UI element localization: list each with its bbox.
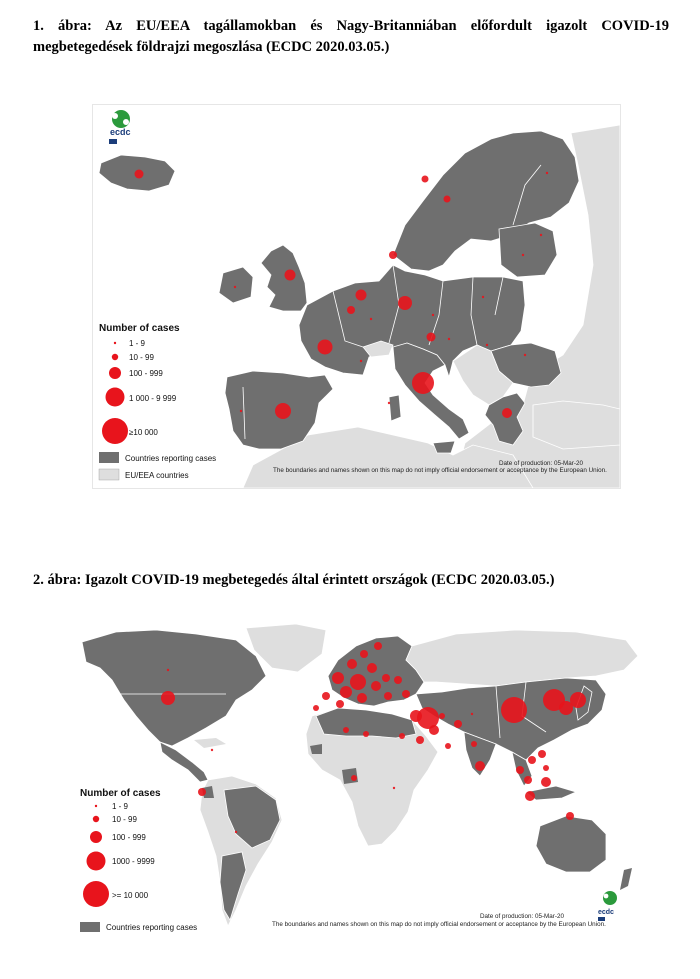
production-date: Date of production: 05-Mar-20	[480, 913, 565, 920]
case-bubble	[285, 270, 296, 281]
case-bubble	[454, 720, 462, 728]
legend-bin-2: 10 - 99	[129, 353, 154, 362]
case-bubble	[501, 697, 527, 723]
case-bubble	[525, 791, 535, 801]
case-bubble	[322, 692, 330, 700]
sicily	[433, 441, 455, 453]
world-map	[76, 620, 643, 940]
legend-bin-1: 1 - 9	[112, 802, 129, 811]
case-bubble	[363, 731, 369, 737]
case-bubble	[399, 733, 405, 739]
legend-bin-3: 100 - 999	[112, 833, 146, 842]
case-bubble	[340, 686, 352, 698]
case-bubble	[167, 669, 169, 671]
case-bubble	[235, 831, 237, 833]
case-bubble	[370, 318, 372, 320]
case-bubble	[524, 354, 526, 356]
case-bubble	[516, 766, 524, 774]
figure2-caption: 2. ábra: Igazolt COVID-19 megbetegedés által érintett országok (ECDC 2020.03.05.)	[33, 572, 555, 588]
world-map-figure	[76, 620, 643, 940]
disclaimer: The boundaries and names shown on this map do not imply official endorsement or acceptance by the European Union.	[272, 921, 606, 928]
case-bubble	[445, 743, 451, 749]
europe-map-figure	[92, 104, 621, 489]
case-bubble	[522, 254, 524, 256]
case-bubble	[161, 691, 175, 705]
svg-text:ecdc: ecdc	[110, 127, 131, 137]
case-bubble	[234, 286, 236, 288]
case-bubble	[444, 196, 451, 203]
legend-title: Number of cases	[99, 323, 180, 334]
case-bubble	[313, 705, 319, 711]
case-bubble	[482, 296, 484, 298]
case-bubble	[336, 700, 344, 708]
legend-bin-4: 1 000 - 9 999	[129, 394, 177, 403]
legend-bin-3: 100 - 999	[129, 369, 163, 378]
case-bubble	[347, 306, 355, 314]
baltics	[499, 223, 557, 277]
legend-bin-5: >= 10 000	[112, 891, 149, 900]
case-bubble	[432, 314, 434, 316]
case-bubble	[439, 713, 445, 719]
case-bubble	[570, 692, 586, 708]
case-bubble	[350, 674, 366, 690]
case-bubble	[429, 725, 439, 735]
europe-map	[93, 105, 620, 488]
case-bubble	[394, 676, 402, 684]
case-bubble	[448, 338, 450, 340]
case-bubble	[384, 692, 392, 700]
legend-bin-1: 1 - 9	[129, 339, 146, 348]
figure1-caption: 1. ábra: Az EU/EEA tagállamokban és Nagy-Britanniában előfordult igazolt COVID-19 megbetegedések földrajzi megoszlása (ECDC 2020.03.05.)	[33, 18, 669, 55]
case-bubble	[398, 296, 412, 310]
case-bubble	[528, 756, 536, 764]
case-bubble	[382, 674, 390, 682]
legend-title: Number of cases	[80, 788, 161, 799]
case-bubble	[356, 290, 367, 301]
case-bubble	[538, 750, 546, 758]
case-bubble	[374, 642, 382, 650]
case-bubble	[347, 659, 357, 669]
case-bubble	[388, 402, 390, 404]
legend-reporting: Countries reporting cases	[106, 923, 198, 932]
case-bubble	[360, 360, 362, 362]
disclaimer: The boundaries and names shown on this map do not imply official endorsement or acceptance by the European Union.	[273, 467, 607, 474]
legend-bin-5: ≥10 000	[129, 428, 158, 437]
case-bubble	[211, 749, 213, 751]
legend-reporting: Countries reporting cases	[125, 454, 217, 463]
case-bubble	[471, 741, 477, 747]
case-bubble	[502, 408, 512, 418]
case-bubble	[360, 650, 368, 658]
case-bubble	[393, 787, 395, 789]
case-bubble	[318, 340, 333, 355]
case-bubble	[540, 234, 542, 236]
legend-bin-2: 10 - 99	[112, 815, 137, 824]
case-bubble	[351, 775, 357, 781]
turkey	[533, 401, 620, 449]
case-bubble	[475, 761, 485, 771]
case-bubble	[412, 372, 434, 394]
case-bubble	[543, 765, 549, 771]
case-bubble	[275, 403, 291, 419]
case-bubble	[371, 681, 381, 691]
case-bubble	[343, 727, 349, 733]
australia	[536, 816, 606, 872]
production-date: Date of production: 05-Mar-20	[499, 460, 584, 467]
case-bubble	[427, 333, 436, 342]
case-bubble	[416, 736, 424, 744]
case-bubble	[198, 788, 206, 796]
legend-bin-4: 1000 - 9999	[112, 857, 155, 866]
case-bubble	[402, 690, 410, 698]
legend-eu-eea: EU/EEA countries	[125, 471, 189, 480]
case-bubble	[357, 693, 367, 703]
case-bubble	[524, 776, 532, 784]
case-bubble	[546, 172, 548, 174]
case-bubble	[566, 812, 574, 820]
case-bubble	[367, 663, 377, 673]
case-bubble	[135, 170, 144, 179]
sardinia	[389, 395, 401, 421]
case-bubble	[486, 344, 488, 346]
case-bubble	[240, 410, 242, 412]
case-bubble	[541, 777, 551, 787]
case-bubble	[422, 176, 429, 183]
case-bubble	[471, 713, 473, 715]
case-bubble	[332, 672, 344, 684]
case-bubble	[389, 251, 397, 259]
svg-text:ecdc: ecdc	[598, 909, 614, 916]
